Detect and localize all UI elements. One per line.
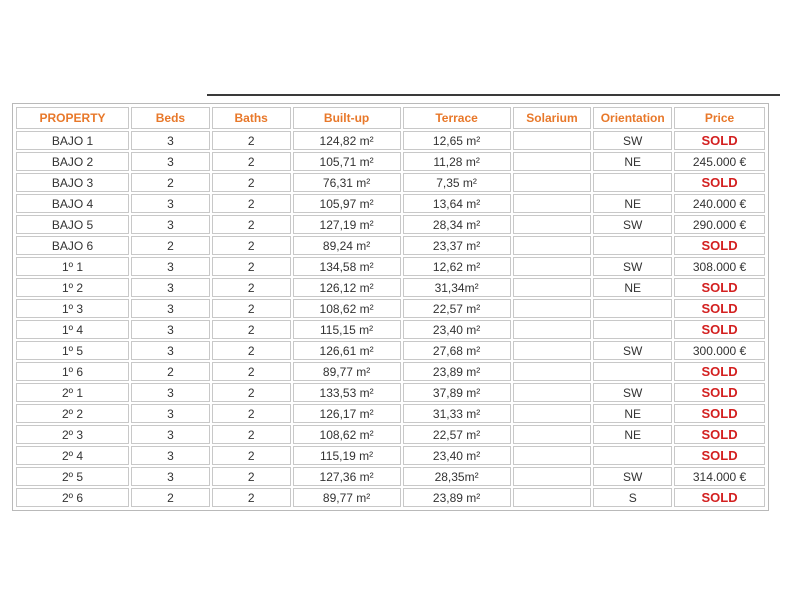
cell-price: SOLD	[674, 320, 765, 339]
cell-price: 290.000 €	[674, 215, 765, 234]
table-row	[16, 446, 765, 465]
top-divider-line	[207, 94, 780, 96]
cell-terrace: 12,65 m²	[403, 131, 511, 150]
header-price: Price	[674, 107, 765, 129]
cell-beds: 2	[131, 488, 210, 507]
cell-price: SOLD	[674, 362, 765, 381]
cell-property: BAJO 6	[16, 236, 129, 255]
property-table	[14, 105, 767, 509]
cell-built-up: 115,19 m²	[293, 446, 401, 465]
cell-property: 2º 6	[16, 488, 129, 507]
cell-price: SOLD	[674, 131, 765, 150]
cell-solarium	[513, 173, 592, 192]
cell-property: 2º 3	[16, 425, 129, 444]
cell-baths: 2	[212, 131, 291, 150]
cell-built-up: 115,15 m²	[293, 320, 401, 339]
cell-property: 2º 2	[16, 404, 129, 423]
cell-orientation: NE	[593, 278, 672, 297]
header-property: PROPERTY	[16, 107, 129, 129]
cell-beds: 3	[131, 257, 210, 276]
cell-beds: 2	[131, 173, 210, 192]
cell-orientation	[593, 446, 672, 465]
cell-built-up: 126,17 m²	[293, 404, 401, 423]
cell-beds: 3	[131, 320, 210, 339]
cell-orientation	[593, 299, 672, 318]
cell-solarium	[513, 362, 592, 381]
cell-baths: 2	[212, 467, 291, 486]
cell-beds: 3	[131, 131, 210, 150]
cell-baths: 2	[212, 341, 291, 360]
cell-solarium	[513, 194, 592, 213]
cell-solarium	[513, 257, 592, 276]
cell-terrace: 28,34 m²	[403, 215, 511, 234]
table-row	[16, 257, 765, 276]
cell-beds: 3	[131, 404, 210, 423]
cell-price: 240.000 €	[674, 194, 765, 213]
cell-terrace: 23,40 m²	[403, 446, 511, 465]
cell-property: 2º 5	[16, 467, 129, 486]
table-row	[16, 299, 765, 318]
cell-beds: 3	[131, 467, 210, 486]
cell-orientation: SW	[593, 341, 672, 360]
cell-beds: 2	[131, 362, 210, 381]
cell-orientation: S	[593, 488, 672, 507]
cell-terrace: 7,35 m²	[403, 173, 511, 192]
cell-solarium	[513, 299, 592, 318]
cell-built-up: 105,97 m²	[293, 194, 401, 213]
cell-beds: 3	[131, 152, 210, 171]
cell-built-up: 89,77 m²	[293, 488, 401, 507]
cell-baths: 2	[212, 404, 291, 423]
cell-property: 1º 2	[16, 278, 129, 297]
cell-baths: 2	[212, 488, 291, 507]
table-row	[16, 278, 765, 297]
cell-beds: 3	[131, 446, 210, 465]
table-row	[16, 152, 765, 171]
cell-solarium	[513, 278, 592, 297]
cell-orientation: SW	[593, 215, 672, 234]
table-row	[16, 320, 765, 339]
table-row	[16, 341, 765, 360]
cell-terrace: 22,57 m²	[403, 425, 511, 444]
header-beds: Beds	[131, 107, 210, 129]
cell-price: 245.000 €	[674, 152, 765, 171]
cell-solarium	[513, 131, 592, 150]
cell-orientation: SW	[593, 131, 672, 150]
cell-solarium	[513, 404, 592, 423]
cell-solarium	[513, 467, 592, 486]
cell-built-up: 127,36 m²	[293, 467, 401, 486]
cell-orientation	[593, 362, 672, 381]
cell-orientation: NE	[593, 194, 672, 213]
cell-beds: 3	[131, 299, 210, 318]
cell-terrace: 13,64 m²	[403, 194, 511, 213]
cell-built-up: 134,58 m²	[293, 257, 401, 276]
cell-terrace: 12,62 m²	[403, 257, 511, 276]
cell-built-up: 124,82 m²	[293, 131, 401, 150]
header-orientation: Orientation	[593, 107, 672, 129]
cell-terrace: 23,89 m²	[403, 362, 511, 381]
cell-solarium	[513, 341, 592, 360]
cell-price: 300.000 €	[674, 341, 765, 360]
cell-beds: 3	[131, 425, 210, 444]
header-solarium: Solarium	[513, 107, 592, 129]
cell-orientation	[593, 320, 672, 339]
table-body	[16, 131, 765, 507]
cell-property: 1º 4	[16, 320, 129, 339]
cell-terrace: 22,57 m²	[403, 299, 511, 318]
cell-beds: 3	[131, 194, 210, 213]
cell-property: BAJO 5	[16, 215, 129, 234]
cell-solarium	[513, 425, 592, 444]
cell-terrace: 31,34m²	[403, 278, 511, 297]
cell-price: SOLD	[674, 173, 765, 192]
header-baths: Baths	[212, 107, 291, 129]
cell-baths: 2	[212, 425, 291, 444]
cell-built-up: 76,31 m²	[293, 173, 401, 192]
cell-property: 2º 4	[16, 446, 129, 465]
table-row	[16, 383, 765, 402]
table-row	[16, 236, 765, 255]
cell-built-up: 105,71 m²	[293, 152, 401, 171]
cell-baths: 2	[212, 383, 291, 402]
table-row	[16, 404, 765, 423]
cell-property: 1º 3	[16, 299, 129, 318]
property-table-container	[12, 103, 769, 511]
header-built-up: Built-up	[293, 107, 401, 129]
cell-orientation: NE	[593, 404, 672, 423]
cell-terrace: 23,37 m²	[403, 236, 511, 255]
cell-baths: 2	[212, 446, 291, 465]
cell-built-up: 133,53 m²	[293, 383, 401, 402]
cell-baths: 2	[212, 320, 291, 339]
cell-property: BAJO 4	[16, 194, 129, 213]
cell-orientation	[593, 173, 672, 192]
cell-orientation: SW	[593, 257, 672, 276]
cell-baths: 2	[212, 194, 291, 213]
cell-solarium	[513, 446, 592, 465]
cell-baths: 2	[212, 257, 291, 276]
cell-solarium	[513, 215, 592, 234]
cell-property: 1º 5	[16, 341, 129, 360]
cell-built-up: 108,62 m²	[293, 299, 401, 318]
cell-price: SOLD	[674, 299, 765, 318]
cell-property: 1º 1	[16, 257, 129, 276]
cell-price: SOLD	[674, 383, 765, 402]
cell-built-up: 126,12 m²	[293, 278, 401, 297]
cell-property: BAJO 2	[16, 152, 129, 171]
cell-terrace: 31,33 m²	[403, 404, 511, 423]
cell-terrace: 27,68 m²	[403, 341, 511, 360]
cell-price: 308.000 €	[674, 257, 765, 276]
cell-solarium	[513, 383, 592, 402]
table-row	[16, 467, 765, 486]
cell-baths: 2	[212, 362, 291, 381]
table-header-row	[16, 107, 765, 129]
cell-built-up: 89,24 m²	[293, 236, 401, 255]
cell-terrace: 23,89 m²	[403, 488, 511, 507]
cell-price: SOLD	[674, 236, 765, 255]
cell-property: 1º 6	[16, 362, 129, 381]
cell-solarium	[513, 488, 592, 507]
cell-price: SOLD	[674, 404, 765, 423]
cell-baths: 2	[212, 152, 291, 171]
cell-terrace: 23,40 m²	[403, 320, 511, 339]
cell-price: SOLD	[674, 446, 765, 465]
cell-price: 314.000 €	[674, 467, 765, 486]
cell-solarium	[513, 320, 592, 339]
cell-orientation: NE	[593, 425, 672, 444]
table-row	[16, 488, 765, 507]
cell-baths: 2	[212, 173, 291, 192]
table-row	[16, 425, 765, 444]
cell-baths: 2	[212, 299, 291, 318]
cell-built-up: 108,62 m²	[293, 425, 401, 444]
cell-orientation: SW	[593, 467, 672, 486]
cell-baths: 2	[212, 236, 291, 255]
table-row	[16, 131, 765, 150]
cell-beds: 2	[131, 236, 210, 255]
table-row	[16, 362, 765, 381]
cell-price: SOLD	[674, 278, 765, 297]
cell-built-up: 126,61 m²	[293, 341, 401, 360]
cell-built-up: 89,77 m²	[293, 362, 401, 381]
cell-orientation	[593, 236, 672, 255]
cell-orientation: SW	[593, 383, 672, 402]
cell-price: SOLD	[674, 488, 765, 507]
cell-beds: 3	[131, 341, 210, 360]
header-terrace: Terrace	[403, 107, 511, 129]
table-row	[16, 215, 765, 234]
cell-baths: 2	[212, 215, 291, 234]
cell-property: 2º 1	[16, 383, 129, 402]
cell-beds: 3	[131, 215, 210, 234]
cell-price: SOLD	[674, 425, 765, 444]
cell-terrace: 28,35m²	[403, 467, 511, 486]
cell-solarium	[513, 236, 592, 255]
cell-built-up: 127,19 m²	[293, 215, 401, 234]
cell-orientation: NE	[593, 152, 672, 171]
cell-property: BAJO 1	[16, 131, 129, 150]
cell-solarium	[513, 152, 592, 171]
cell-baths: 2	[212, 278, 291, 297]
cell-terrace: 11,28 m²	[403, 152, 511, 171]
table-row	[16, 194, 765, 213]
table-row	[16, 173, 765, 192]
cell-terrace: 37,89 m²	[403, 383, 511, 402]
cell-property: BAJO 3	[16, 173, 129, 192]
cell-beds: 3	[131, 383, 210, 402]
cell-beds: 3	[131, 278, 210, 297]
